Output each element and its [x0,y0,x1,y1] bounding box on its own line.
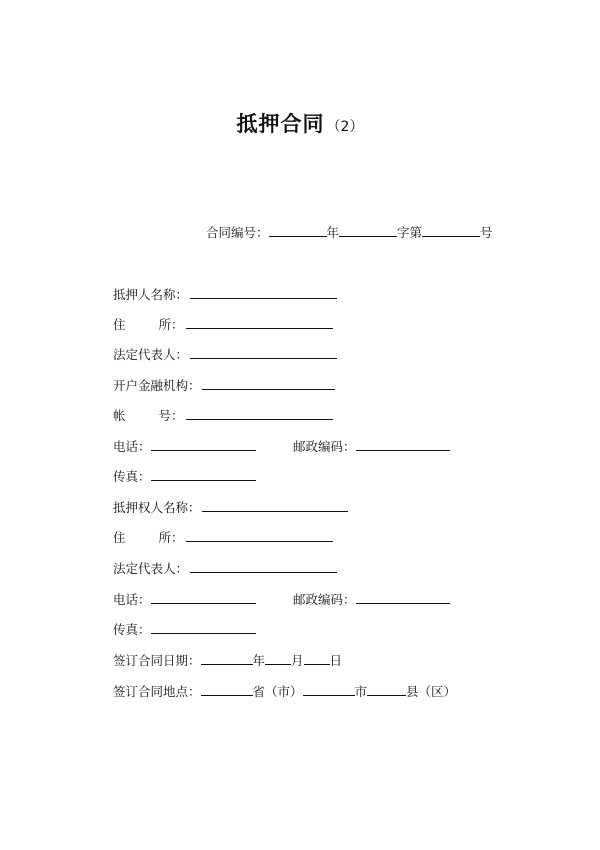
signing-place-row [113,683,456,700]
mortgagee-phone-row [113,591,256,608]
mortgagee-address-label-2: 所： [158,530,184,545]
signing-province-field[interactable] [201,683,253,696]
signing-year-label: 年 [252,653,266,668]
contract-year-label: 年 [326,225,340,240]
mortgagor-phone-label: 电话： [113,439,151,454]
contract-number-label: 合同编号： [206,225,269,240]
signing-county-field[interactable] [367,683,406,696]
mortgagor-account-label-1: 帐 [113,408,126,423]
mortgagor-legal-rep-label: 法定代表人： [113,347,189,362]
mortgagee-name-label: 抵押权人名称： [113,500,201,515]
mortgagor-fax-field[interactable] [151,468,256,481]
mortgagee-fax-field[interactable] [151,621,256,634]
mortgagee-address-label-1: 住 [113,530,126,545]
contract-year-field[interactable] [269,224,327,237]
contract-hao-label: 号 [480,225,493,240]
mortgagor-fax-row [113,468,256,485]
contract-seq-field[interactable] [422,224,480,237]
mortgagor-account-field[interactable] [186,407,333,420]
mortgagee-legal-rep-field[interactable] [190,560,337,573]
mortgagor-bank-label: 开户金融机构： [113,378,201,393]
mortgagor-postcode-row [293,438,450,455]
mortgagee-postcode-field[interactable] [356,591,450,604]
signing-day-field[interactable] [304,652,330,665]
mortgagor-legal-rep-row [113,346,337,363]
mortgagor-legal-rep-field[interactable] [190,346,337,359]
mortgagor-account-label-2: 号： [158,408,184,423]
contract-number-row [206,224,493,241]
signing-date-row [113,652,342,669]
mortgagor-address-label-2: 所： [158,317,184,332]
mortgagor-address-label-1: 住 [113,317,126,332]
mortgagor-address-row [113,316,333,333]
mortgagee-postcode-row [293,591,450,608]
mortgagor-name-field[interactable] [190,286,337,299]
signing-county-label: 县（区） [406,684,457,699]
signing-month-field[interactable] [265,652,291,665]
signing-month-label: 月 [291,653,304,668]
mortgagee-fax-label: 传真： [113,622,151,637]
mortgagee-fax-row [113,621,256,638]
signing-city-field[interactable] [303,683,355,696]
mortgagor-account-row [113,407,333,424]
mortgagee-postcode-label: 邮政编码： [293,592,356,607]
mortgagee-name-row [113,499,348,516]
title-main: 抵押合同 [236,112,325,136]
mortgagor-name-label: 抵押人名称： [113,287,189,302]
mortgagee-name-field[interactable] [202,499,348,512]
signing-city-label: 市 [354,684,368,699]
signing-place-label: 签订合同地点： [113,684,201,699]
document-title [0,108,600,138]
mortgagee-phone-field[interactable] [151,591,256,604]
mortgagee-address-field[interactable] [186,529,333,542]
contract-zi-di-label: 字第 [397,225,423,240]
mortgagee-legal-rep-row [113,560,337,577]
signing-province-label: 省（市） [252,684,303,699]
mortgagor-name-row [113,286,337,303]
signing-day-label: 日 [329,653,343,668]
title-sub: （2） [326,119,364,135]
mortgagor-phone-row [113,438,256,455]
mortgagor-postcode-label: 邮政编码： [293,439,356,454]
contract-zi-field[interactable] [339,224,397,237]
signing-year-field[interactable] [201,652,253,665]
mortgagor-fax-label: 传真： [113,469,151,484]
mortgagor-bank-row [113,377,335,394]
mortgagor-bank-field[interactable] [202,377,335,390]
mortgagor-phone-field[interactable] [151,438,256,451]
mortgagor-address-field[interactable] [186,316,333,329]
mortgagee-address-row [113,529,333,546]
mortgagee-legal-rep-label: 法定代表人： [113,561,189,576]
signing-date-label: 签订合同日期： [113,653,201,668]
mortgagor-postcode-field[interactable] [356,438,450,451]
mortgagee-phone-label: 电话： [113,592,151,607]
